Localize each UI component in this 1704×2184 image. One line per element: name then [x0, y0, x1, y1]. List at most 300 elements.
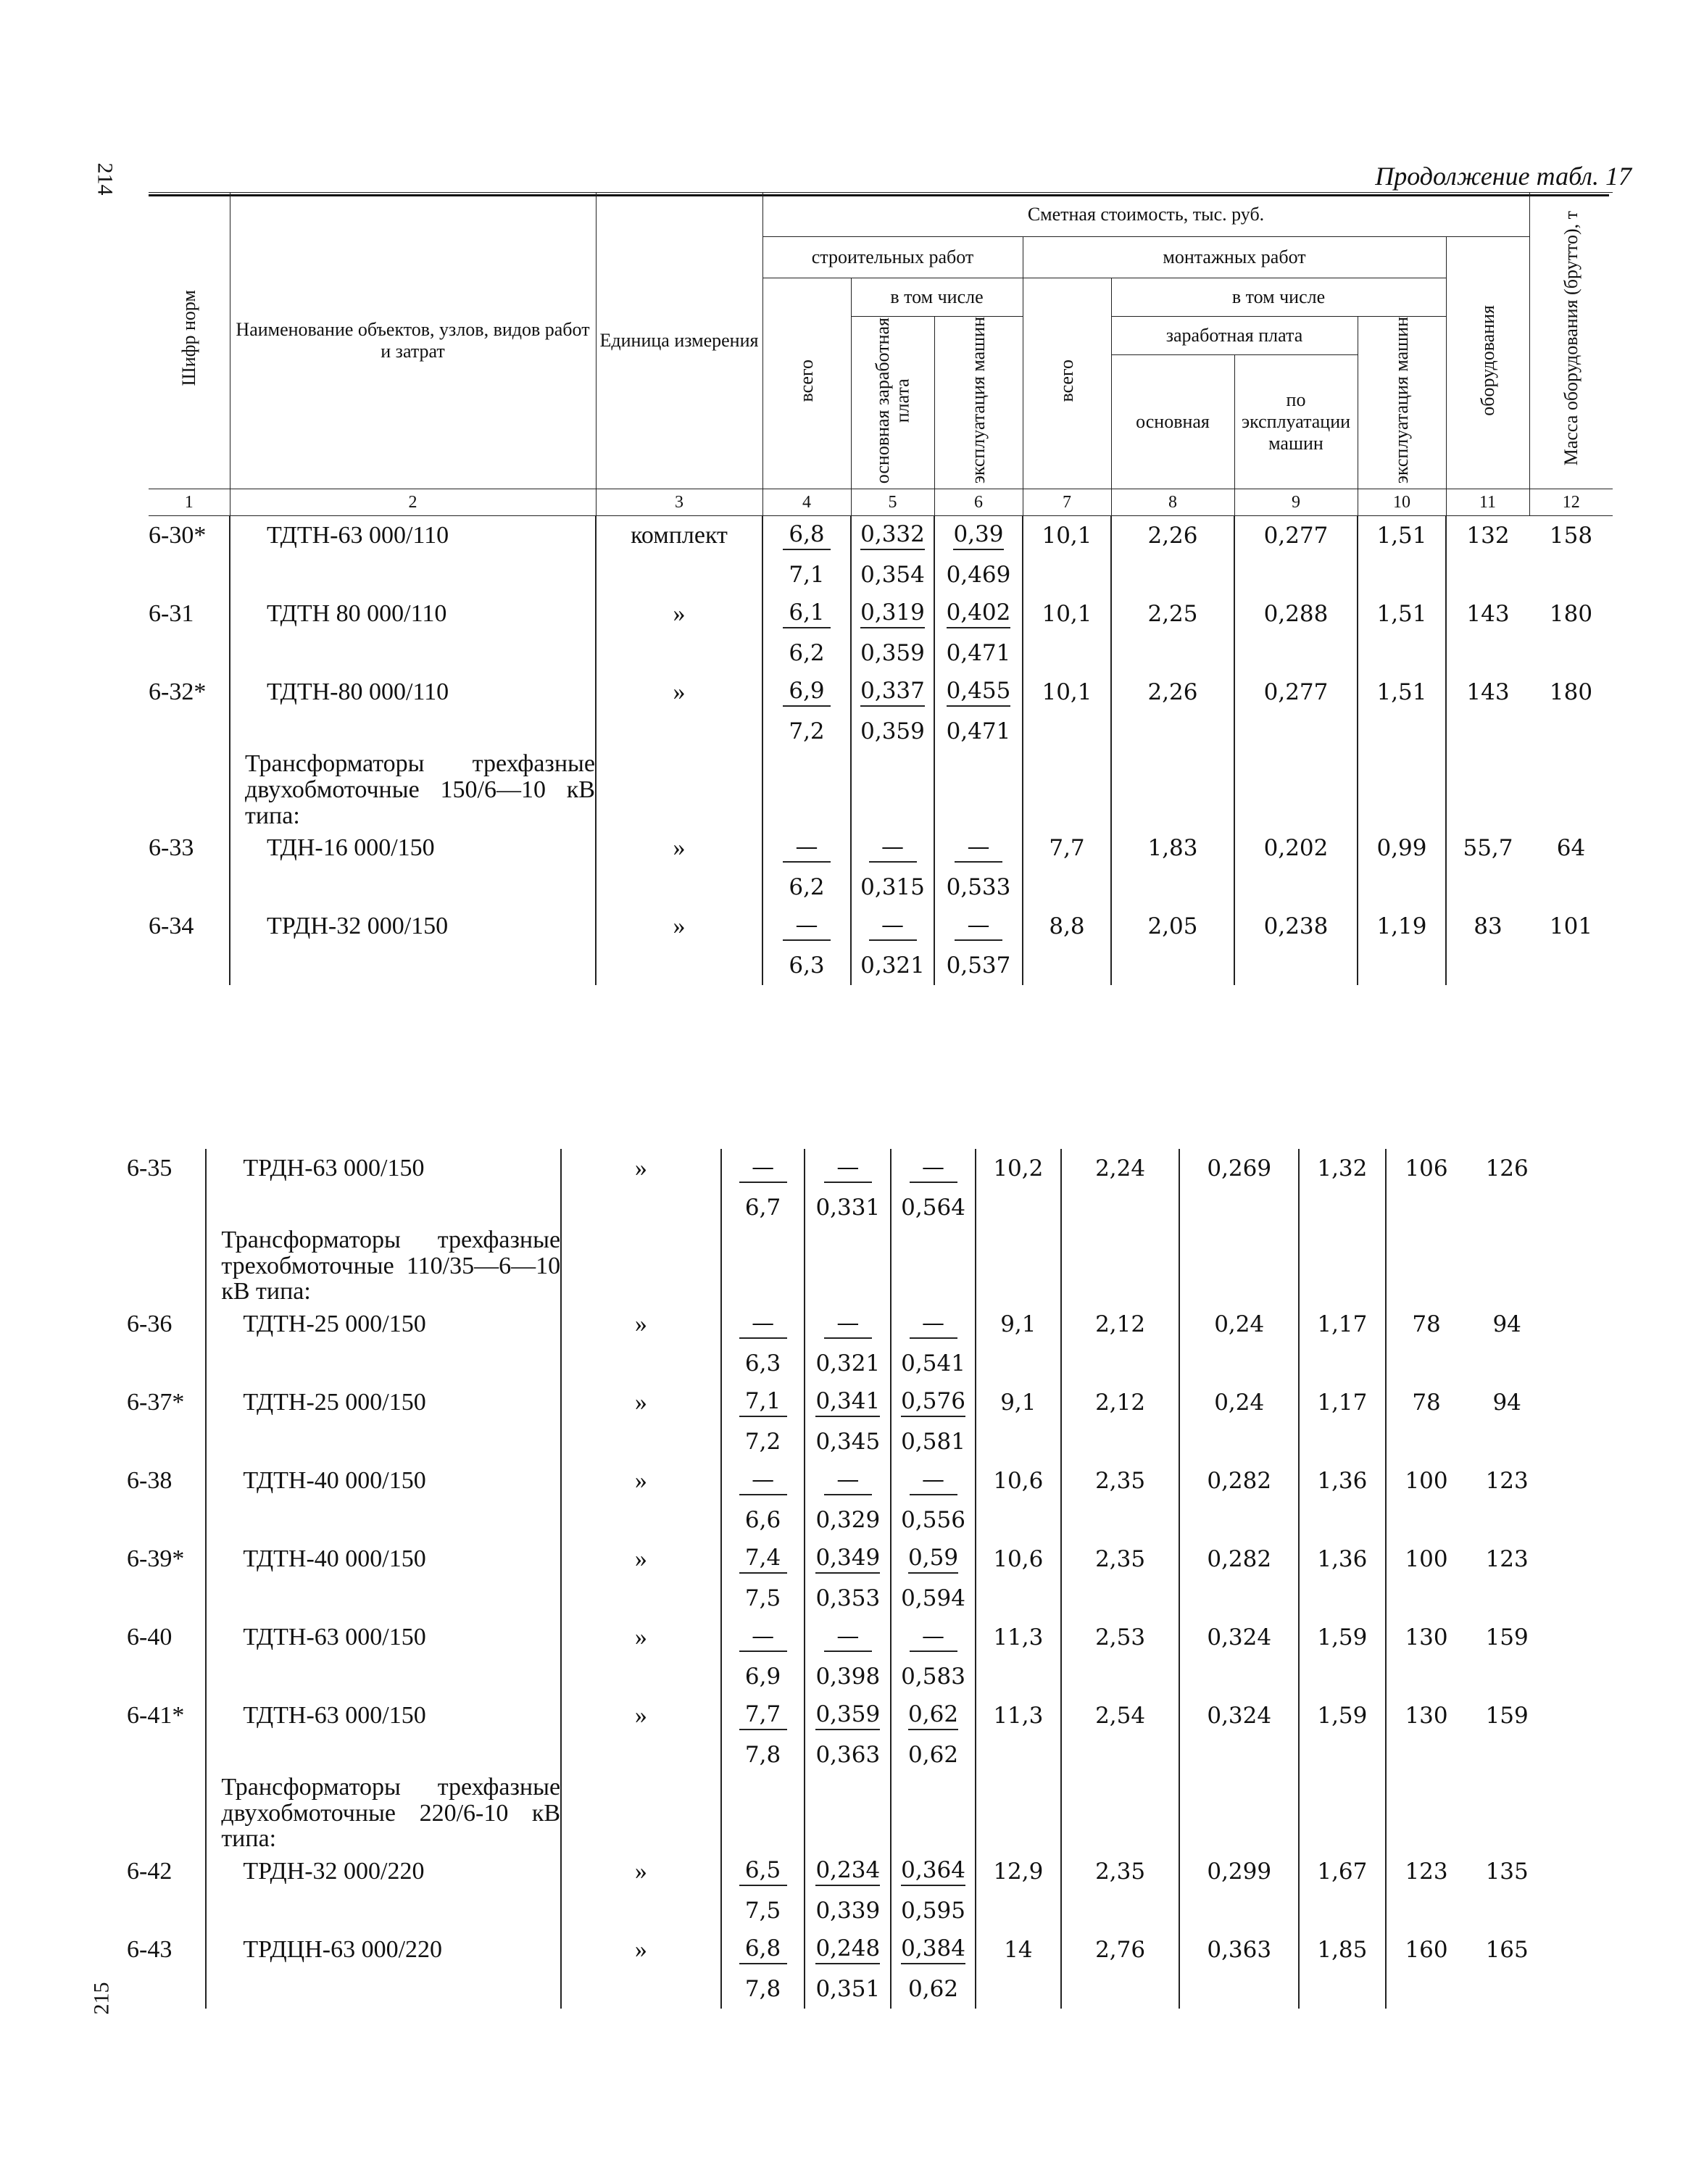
empty-cell	[230, 555, 596, 594]
empty-cell	[1299, 1735, 1386, 1774]
empty-cell	[230, 634, 596, 673]
construction-total-alt: 7,5	[721, 1579, 805, 1618]
install-total: 10,1	[1023, 594, 1111, 634]
empty-cell	[596, 868, 762, 907]
object-name: ТДТН-80 000/110	[230, 673, 596, 712]
empty-cell	[1061, 1500, 1180, 1540]
empty-cell	[561, 1969, 721, 2009]
equipment-cost: 130	[1386, 1618, 1467, 1657]
header-machine-salary: по эксплуатации машин	[1234, 355, 1358, 489]
table-row-alt	[127, 1657, 1547, 1696]
equipment-cost: 143	[1446, 673, 1529, 712]
table-row	[127, 1461, 1547, 1500]
empty-cell	[1179, 1227, 1299, 1305]
section-heading: Трансформаторы трехфазные трехобмоточные 110/35—6—10 кВ типа:	[206, 1227, 561, 1305]
header-base-salary: основная заработная плата	[851, 317, 934, 489]
header-total-install: всего	[1023, 278, 1111, 489]
install-salary-machines: 0,277	[1234, 673, 1358, 712]
empty-cell	[561, 1891, 721, 1930]
empty-cell	[1234, 868, 1358, 907]
header-machines: эксплуатация машин	[934, 317, 1023, 489]
empty-cell	[561, 1344, 721, 1383]
install-machines: 1,59	[1299, 1618, 1386, 1657]
construction-total-alt: 6,6	[721, 1500, 805, 1540]
construction-total: 7,1	[721, 1383, 805, 1422]
empty-cell	[149, 712, 230, 751]
install-total: 11,3	[976, 1696, 1061, 1735]
empty-cell	[561, 1579, 721, 1618]
header-mass: Масса оборудования (брутто), т	[1529, 193, 1613, 489]
install-salary-base: 2,35	[1061, 1540, 1180, 1579]
table-row	[127, 1696, 1547, 1735]
empty-cell	[206, 1657, 561, 1696]
empty-cell	[1386, 1500, 1467, 1540]
empty-cell	[934, 751, 1023, 829]
construction-total: —	[721, 1149, 805, 1188]
empty-cell	[1446, 634, 1529, 673]
empty-cell	[127, 1657, 206, 1696]
equipment-cost: 132	[1446, 516, 1529, 556]
section-heading-row	[149, 751, 1613, 829]
equipment-cost: 55,7	[1446, 829, 1529, 868]
empty-cell	[1466, 1891, 1547, 1930]
empty-cell	[1358, 868, 1446, 907]
install-machines: 1,17	[1299, 1305, 1386, 1344]
construction-machines-alt: 0,533	[934, 868, 1023, 907]
section-heading: Трансформаторы трехфазные двухобмоточные 150/6—10 кВ типа:	[230, 751, 596, 829]
construction-machines-alt: 0,471	[934, 712, 1023, 751]
empty-cell	[1446, 868, 1529, 907]
empty-cell	[1179, 1774, 1299, 1852]
construction-machines: 0,39	[934, 516, 1023, 556]
construction-machines: 0,384	[891, 1930, 976, 1969]
table-row-alt	[127, 1500, 1547, 1540]
norm-code: 6-36	[127, 1311, 173, 1338]
empty-cell	[1179, 1422, 1299, 1461]
empty-cell	[206, 1422, 561, 1461]
construction-salary-alt: 0,321	[805, 1344, 891, 1383]
equipment-mass: 94	[1492, 1390, 1521, 1416]
install-salary-base: 2,54	[1061, 1696, 1180, 1735]
empty-cell	[561, 1657, 721, 1696]
empty-cell	[596, 634, 762, 673]
header-install: монтажных работ	[1023, 237, 1446, 278]
install-salary-machines: 0,238	[1234, 907, 1358, 946]
empty-cell	[1023, 712, 1111, 751]
install-salary-machines: 0,324	[1179, 1696, 1299, 1735]
install-salary-base: 1,83	[1111, 829, 1234, 868]
empty-cell	[561, 1500, 721, 1540]
header-machines-install: эксплуатация машин	[1358, 317, 1446, 489]
construction-total: —	[721, 1618, 805, 1657]
construction-machines-alt: 0,583	[891, 1657, 976, 1696]
empty-cell	[1179, 1969, 1299, 2009]
empty-cell	[1299, 1891, 1386, 1930]
header-unit: Единица измерения	[596, 193, 762, 489]
table-row	[127, 1383, 1547, 1422]
empty-cell	[1023, 634, 1111, 673]
construction-machines: —	[891, 1305, 976, 1344]
empty-cell	[1466, 1969, 1547, 2009]
equipment-mass: 123	[1485, 1546, 1529, 1573]
empty-cell	[1466, 1579, 1547, 1618]
table-row	[127, 1305, 1547, 1344]
header-cost-group: Сметная стоимость, тыс. руб.	[762, 193, 1529, 237]
construction-salary: —	[851, 829, 934, 868]
install-salary-base: 2,26	[1111, 673, 1234, 712]
empty-cell	[1466, 1344, 1547, 1383]
install-total: 11,3	[976, 1618, 1061, 1657]
empty-cell	[1234, 555, 1358, 594]
empty-cell	[127, 1774, 206, 1852]
empty-cell	[976, 1579, 1061, 1618]
empty-cell	[230, 946, 596, 985]
empty-cell	[206, 1500, 561, 1540]
construction-machines: —	[934, 907, 1023, 946]
empty-cell	[976, 1422, 1061, 1461]
empty-cell	[976, 1500, 1061, 1540]
empty-cell	[976, 1735, 1061, 1774]
install-salary-machines: 0,282	[1179, 1540, 1299, 1579]
object-name: ТДТН-63 000/150	[206, 1618, 561, 1657]
construction-total-alt: 7,2	[721, 1422, 805, 1461]
column-numbers: 1 2 3 4 5 6 7 8 9 10 11 12	[149, 489, 1613, 516]
construction-salary: —	[805, 1618, 891, 1657]
empty-cell	[1446, 555, 1529, 594]
install-salary-machines: 0,202	[1234, 829, 1358, 868]
object-name: ТРДН-32 000/220	[206, 1852, 561, 1891]
construction-total: 6,5	[721, 1852, 805, 1891]
table-row	[149, 907, 1613, 946]
empty-cell	[1111, 946, 1234, 985]
empty-cell	[127, 1735, 206, 1774]
empty-cell	[149, 634, 230, 673]
norm-code: 6-30*	[149, 522, 207, 549]
construction-salary-alt: 0,354	[851, 555, 934, 594]
empty-cell	[976, 1344, 1061, 1383]
construction-salary: 0,359	[805, 1696, 891, 1735]
empty-cell	[206, 1344, 561, 1383]
empty-cell	[1179, 1657, 1299, 1696]
header-construction: строительных работ	[762, 237, 1023, 278]
construction-machines-alt: 0,581	[891, 1422, 976, 1461]
empty-cell	[1466, 1774, 1547, 1852]
norm-code: 6-32*	[149, 678, 207, 706]
empty-cell	[976, 1657, 1061, 1696]
equipment-cost: 106	[1386, 1149, 1467, 1188]
unit: »	[561, 1383, 721, 1422]
empty-cell	[127, 1422, 206, 1461]
construction-salary: 0,332	[851, 516, 934, 556]
empty-cell	[1234, 946, 1358, 985]
unit: »	[561, 1852, 721, 1891]
empty-cell	[1061, 1188, 1180, 1227]
empty-cell	[596, 751, 762, 829]
construction-total: 6,8	[721, 1930, 805, 1969]
empty-cell	[1529, 712, 1613, 751]
table-row-alt	[149, 712, 1613, 751]
object-name: ТРДН-63 000/150	[206, 1149, 561, 1188]
empty-cell	[1386, 1774, 1467, 1852]
table-row-alt	[127, 1344, 1547, 1383]
empty-cell	[127, 1344, 206, 1383]
empty-cell	[1179, 1500, 1299, 1540]
construction-machines: —	[891, 1149, 976, 1188]
empty-cell	[1299, 1227, 1386, 1305]
install-total: 10,6	[976, 1540, 1061, 1579]
install-salary-base: 2,35	[1061, 1852, 1180, 1891]
object-name: ТДТН-40 000/150	[206, 1540, 561, 1579]
table-row	[127, 1930, 1547, 1969]
install-machines: 0,99	[1358, 829, 1446, 868]
empty-cell	[127, 1188, 206, 1227]
empty-cell	[206, 1735, 561, 1774]
unit: »	[596, 673, 762, 712]
install-salary-base: 2,35	[1061, 1461, 1180, 1500]
table-row	[127, 1852, 1547, 1891]
construction-salary-alt: 0,329	[805, 1500, 891, 1540]
empty-cell	[1358, 946, 1446, 985]
empty-cell	[1466, 1227, 1547, 1305]
empty-cell	[1111, 555, 1234, 594]
install-salary-machines: 0,277	[1234, 516, 1358, 556]
install-total: 10,2	[976, 1149, 1061, 1188]
empty-cell	[1529, 868, 1613, 907]
unit: »	[561, 1149, 721, 1188]
construction-salary-alt: 0,321	[851, 946, 934, 985]
construction-salary-alt: 0,315	[851, 868, 934, 907]
object-name: ТДТН-40 000/150	[206, 1461, 561, 1500]
header-name: Наименование объектов, узлов, видов работ и затрат	[230, 193, 596, 489]
equipment-cost: 78	[1386, 1305, 1467, 1344]
header-base: основная	[1111, 355, 1234, 489]
empty-cell	[1386, 1969, 1467, 2009]
empty-cell	[721, 1774, 805, 1852]
empty-cell	[851, 751, 934, 829]
install-total: 7,7	[1023, 829, 1111, 868]
empty-cell	[1299, 1579, 1386, 1618]
construction-total: —	[762, 907, 851, 946]
empty-cell	[1061, 1774, 1180, 1852]
empty-cell	[1179, 1188, 1299, 1227]
install-total: 8,8	[1023, 907, 1111, 946]
install-machines: 1,51	[1358, 516, 1446, 556]
install-salary-base: 2,05	[1111, 907, 1234, 946]
empty-cell	[561, 1774, 721, 1852]
empty-cell	[1111, 751, 1234, 829]
empty-cell	[1386, 1735, 1467, 1774]
construction-machines-alt: 0,595	[891, 1891, 976, 1930]
empty-cell	[1386, 1227, 1467, 1305]
empty-cell	[805, 1774, 891, 1852]
install-salary-machines: 0,299	[1179, 1852, 1299, 1891]
construction-salary-alt: 0,331	[805, 1188, 891, 1227]
construction-machines-alt: 0,564	[891, 1188, 976, 1227]
norm-code: 6-43	[127, 1936, 173, 1964]
construction-total-alt: 6,9	[721, 1657, 805, 1696]
equipment-cost: 100	[1386, 1461, 1467, 1500]
empty-cell	[206, 1969, 561, 2009]
table-row-alt	[149, 555, 1613, 594]
equipment-mass: 165	[1485, 1937, 1529, 1964]
construction-total: 7,7	[721, 1696, 805, 1735]
equipment-mass: 101	[1549, 913, 1593, 940]
install-machines: 1,36	[1299, 1540, 1386, 1579]
empty-cell	[1023, 868, 1111, 907]
empty-cell	[1446, 712, 1529, 751]
construction-salary-alt: 0,353	[805, 1579, 891, 1618]
equipment-cost: 123	[1386, 1852, 1467, 1891]
empty-cell	[149, 946, 230, 985]
construction-total-alt: 6,3	[721, 1344, 805, 1383]
object-name: ТДТН 80 000/110	[230, 594, 596, 634]
empty-cell	[1061, 1891, 1180, 1930]
construction-total: —	[721, 1461, 805, 1500]
empty-cell	[1111, 712, 1234, 751]
construction-salary: 0,349	[805, 1540, 891, 1579]
install-salary-base: 2,53	[1061, 1618, 1180, 1657]
install-total: 12,9	[976, 1852, 1061, 1891]
table-row	[127, 1149, 1547, 1188]
header-equipment: оборудования	[1446, 237, 1529, 489]
table-row-alt	[149, 946, 1613, 985]
install-machines: 1,85	[1299, 1930, 1386, 1969]
empty-cell	[1299, 1500, 1386, 1540]
install-salary-machines: 0,282	[1179, 1461, 1299, 1500]
construction-total: 6,8	[762, 516, 851, 556]
empty-cell	[206, 1188, 561, 1227]
equipment-mass: 126	[1485, 1155, 1529, 1182]
install-salary-machines: 0,24	[1179, 1383, 1299, 1422]
table-row	[127, 1540, 1547, 1579]
empty-cell	[1061, 1422, 1180, 1461]
construction-salary-alt: 0,351	[805, 1969, 891, 2009]
empty-cell	[1358, 555, 1446, 594]
empty-cell	[805, 1227, 891, 1305]
empty-cell	[976, 1227, 1061, 1305]
install-total: 9,1	[976, 1383, 1061, 1422]
install-total: 14	[976, 1930, 1061, 1969]
table-row-alt	[127, 1422, 1547, 1461]
norm-code: 6-39*	[127, 1545, 185, 1573]
empty-cell	[1466, 1422, 1547, 1461]
install-machines: 1,32	[1299, 1149, 1386, 1188]
empty-cell	[1111, 868, 1234, 907]
construction-salary-alt: 0,398	[805, 1657, 891, 1696]
empty-cell	[1466, 1188, 1547, 1227]
empty-cell	[149, 555, 230, 594]
construction-total-alt: 6,3	[762, 946, 851, 985]
norm-code: 6-35	[127, 1155, 173, 1182]
empty-cell	[1358, 751, 1446, 829]
empty-cell	[1061, 1579, 1180, 1618]
empty-cell	[596, 946, 762, 985]
upper-table	[149, 192, 1613, 985]
empty-cell	[1466, 1657, 1547, 1696]
construction-salary: —	[805, 1305, 891, 1344]
install-salary-machines: 0,324	[1179, 1618, 1299, 1657]
table-row	[127, 1618, 1547, 1657]
empty-cell	[1386, 1891, 1467, 1930]
empty-cell	[1023, 946, 1111, 985]
table-row-alt	[149, 868, 1613, 907]
construction-salary-alt: 0,359	[851, 634, 934, 673]
empty-cell	[1234, 751, 1358, 829]
unit: »	[596, 829, 762, 868]
empty-cell	[1179, 1735, 1299, 1774]
equipment-mass: 94	[1492, 1311, 1521, 1338]
empty-cell	[1386, 1188, 1467, 1227]
empty-cell	[206, 1891, 561, 1930]
table-row-alt	[149, 634, 1613, 673]
object-name: ТРДН-32 000/150	[230, 907, 596, 946]
construction-machines-alt: 0,541	[891, 1344, 976, 1383]
norm-code: 6-40	[127, 1624, 173, 1651]
install-machines: 1,51	[1358, 673, 1446, 712]
empty-cell	[1179, 1891, 1299, 1930]
construction-machines: 0,576	[891, 1383, 976, 1422]
empty-cell	[1466, 1500, 1547, 1540]
lower-table	[127, 1149, 1547, 2009]
section-heading-row	[127, 1774, 1547, 1852]
empty-cell	[561, 1188, 721, 1227]
equipment-cost: 160	[1386, 1930, 1467, 1969]
install-machines: 1,51	[1358, 594, 1446, 634]
table-row-alt	[127, 1891, 1547, 1930]
install-machines: 1,67	[1299, 1852, 1386, 1891]
construction-total-alt: 7,8	[721, 1969, 805, 2009]
install-salary-base: 2,25	[1111, 594, 1234, 634]
install-salary-base: 2,26	[1111, 516, 1234, 556]
norm-code: 6-41*	[127, 1702, 185, 1730]
equipment-mass: 180	[1549, 679, 1593, 706]
table-row-alt	[127, 1735, 1547, 1774]
empty-cell	[1529, 946, 1613, 985]
table-row	[149, 673, 1613, 712]
construction-salary: 0,248	[805, 1930, 891, 1969]
table-row-alt	[127, 1969, 1547, 2009]
construction-machines-alt: 0,537	[934, 946, 1023, 985]
empty-cell	[1061, 1344, 1180, 1383]
header-incl-construction: в том числе	[851, 278, 1023, 317]
empty-cell	[1061, 1969, 1180, 2009]
equipment-cost: 78	[1386, 1383, 1467, 1422]
empty-cell	[1386, 1344, 1467, 1383]
equipment-mass: 64	[1556, 835, 1586, 862]
empty-cell	[206, 1579, 561, 1618]
construction-machines-alt: 0,556	[891, 1500, 976, 1540]
empty-cell	[561, 1422, 721, 1461]
empty-cell	[127, 1969, 206, 2009]
construction-machines: —	[934, 829, 1023, 868]
empty-cell	[1299, 1774, 1386, 1852]
construction-machines: 0,364	[891, 1852, 976, 1891]
object-name: ТДТН-63 000/110	[230, 516, 596, 556]
equipment-cost: 100	[1386, 1540, 1467, 1579]
table-row-alt	[127, 1579, 1547, 1618]
object-name: ТДН-16 000/150	[230, 829, 596, 868]
section-heading: Трансформаторы трехфазные двухобмоточные 220/6-10 кВ типа:	[206, 1774, 561, 1852]
construction-machines: —	[891, 1461, 976, 1500]
unit: »	[561, 1696, 721, 1735]
unit: комплект	[596, 516, 762, 556]
norm-code: 6-37*	[127, 1389, 185, 1416]
construction-machines: 0,62	[891, 1696, 976, 1735]
empty-cell	[1299, 1344, 1386, 1383]
construction-salary: —	[805, 1149, 891, 1188]
page-number-bottom: 215	[89, 1982, 114, 2015]
equipment-cost: 130	[1386, 1696, 1467, 1735]
